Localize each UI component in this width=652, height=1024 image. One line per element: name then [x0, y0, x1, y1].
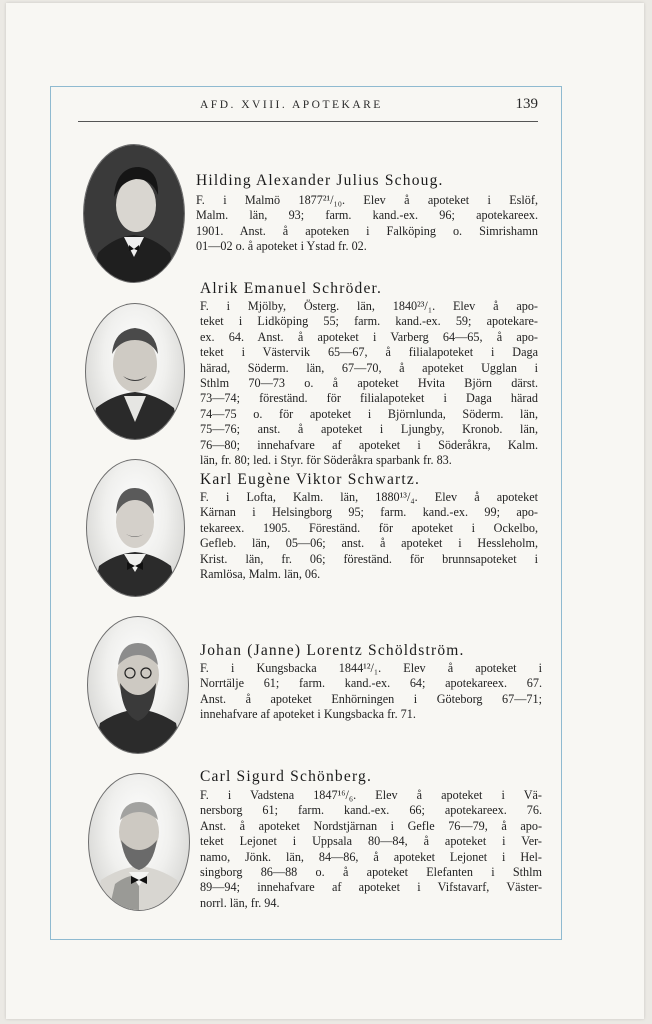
bio-line: Krist. län, fr. 06; föreständ. för brunnsapoteket i	[200, 551, 538, 566]
bio-line: län, fr. 80; led. i Styr. för Söderåkra sparbank fr. 83.	[200, 453, 452, 468]
portrait-photo	[83, 144, 185, 283]
biography-text	[196, 193, 538, 255]
bio-line: F. i Vadstena 1847¹⁶/₆. Elev å apoteket i Vä-	[200, 788, 542, 802]
bio-line: namo, Jönk. län, 84—86, å apoteket Lejonet i Hel-	[200, 849, 542, 864]
bio-line: teket Lejonet i Uppsala 80—84, å apoteket i Ver-	[200, 834, 542, 849]
bio-line: F. i Mjölby, Österg. län, 1840²³/₁. Elev å apo-	[200, 299, 538, 313]
section-title: AFD. XVIII. APOTEKARE	[200, 99, 383, 111]
bio-line: teket i Västervik 65—67, å filialapoteket i Daga	[200, 345, 538, 360]
bio-line: teket i Lidköping 55; farm. kand.-ex. 59; apotekare-	[200, 314, 538, 329]
bio-line: Gefleb. län, 05—06; anst. å apoteket i Hessleholm,	[200, 536, 538, 551]
bio-line: F. i Lofta, Kalm. län, 1880¹³/₄. Elev å apoteket	[200, 490, 538, 504]
bio-line: 74—75 o. för apoteket i Björnlunda, Söderm. län,	[200, 406, 538, 421]
bio-line: 1901. Anst. å apoteken i Falköping o. Simrishamn	[196, 223, 538, 238]
portrait-photo	[85, 303, 185, 440]
person-name: Hilding Alexander Julius Schoug.	[196, 172, 444, 189]
bio-line: 73—74; föreständ. för filialapoteket i Daga härad	[200, 391, 538, 406]
person-name: Alrik Emanuel Schröder.	[200, 280, 383, 297]
bio-line: Ramlösa, Malm. län, 06.	[200, 567, 321, 582]
page-number: 139	[515, 96, 538, 112]
bio-line: Anst. å apoteket Enhörningen i Göteborg 67—71;	[200, 691, 542, 706]
bio-line: 76—80; innehafvare af apoteket i Söderåkra, Kalm.	[200, 437, 538, 452]
person-name: Johan (Janne) Lorentz Schöldström.	[200, 642, 465, 659]
biography-text	[200, 661, 542, 723]
portrait-photo	[88, 773, 190, 911]
person-name: Karl Eugène Viktor Schwartz.	[200, 471, 421, 488]
running-header	[78, 96, 538, 117]
bio-line: 01—02 o. å apoteket i Ystad fr. 02.	[196, 239, 367, 254]
bio-line: 89—94; innehafvare af apoteket i Vifstavarf, Väster-	[200, 880, 542, 895]
biography-text	[200, 490, 538, 582]
portrait-photo	[87, 616, 189, 754]
biography-text	[200, 299, 538, 468]
portrait-photo	[86, 459, 185, 597]
bio-line: nersborg 61; farm. kand.-ex. 66; apotekareex. 76.	[200, 803, 542, 818]
header-rule	[78, 121, 538, 122]
bio-line: ex. 64. Anst. å apoteket i Varberg 64—65, å apo-	[200, 329, 538, 344]
biography-text	[200, 788, 542, 911]
bio-line: F. i Malmö 1877²¹/₁₀. Elev å apoteket i Eslöf,	[196, 193, 538, 207]
bio-line: singborg 86—88 o. å apoteket Elefanten i Sthlm	[200, 865, 542, 880]
bio-line: Sthlm 70—73 o. å apoteket Hvita Björn därst.	[200, 376, 538, 391]
bio-line: 75—76; anst. å apoteket i Ljungby, Kronob. län,	[200, 422, 538, 437]
bio-line: härad, Söderm. län, 67—70, å apoteket Ugglan i	[200, 360, 538, 375]
bio-line: Norrtälje 61; farm. kand.-ex. 64; apotekareex. 67.	[200, 676, 542, 691]
person-name: Carl Sigurd Schönberg.	[200, 768, 373, 785]
bio-line: Anst. å apoteket Nordstjärnan i Gefle 76—79, å apo-	[200, 818, 542, 833]
bio-line: tekareex. 1905. Föreständ. för apoteket i Ockelbo,	[200, 520, 538, 535]
bio-line: norrl. län, fr. 94.	[200, 895, 280, 910]
bio-line: Malm. län, 93; farm. kand.-ex. 96; apotekareex.	[196, 208, 538, 223]
bio-line: Kärnan i Helsingborg 95; farm. kand.-ex. 99; apo-	[200, 505, 538, 520]
bio-line: F. i Kungsbacka 1844¹²/₁. Elev å apoteket i	[200, 661, 542, 675]
bio-line: innehafvare af apoteket i Kungsbacka fr. 71.	[200, 707, 416, 722]
